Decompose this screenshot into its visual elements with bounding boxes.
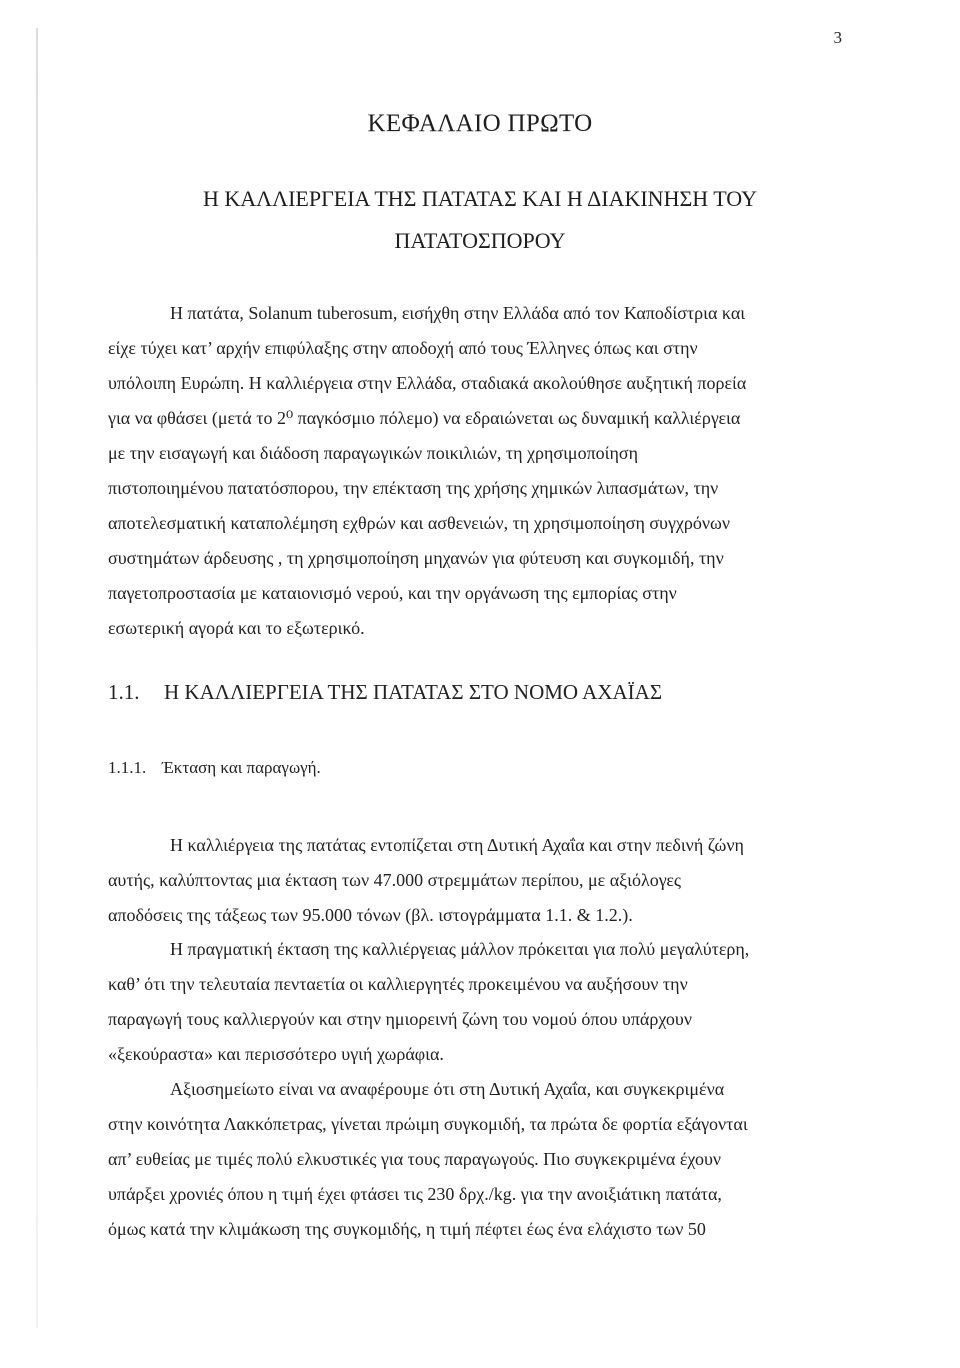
chapter-title: ΚΕΦΑΛΑΙΟ ΠΡΩΤΟ: [367, 110, 593, 137]
paragraph-line: αυτής, καλύπτοντας μια έκταση των 47.000 στρεμμάτων περίπου, με αξιόλογες: [108, 870, 682, 890]
paragraph-line: Η πατάτα, Solanum tuberosum, εισήχθη στην Ελλάδα από τον Καποδίστρια και: [170, 303, 746, 323]
scan-edge: [36, 28, 38, 1328]
paragraph-line: απ’ ευθείας με τιμές πολύ ελκυστικές για τους παραγωγούς. Πιο συγκεκριμένα έχουν: [108, 1149, 722, 1169]
paragraph-line: υπόλοιπη Ευρώπη. Η καλλιέργεια στην Ελλάδα, σταδιακά ακολούθησε αυξητική πορεία: [108, 373, 747, 393]
paragraph-line: υπάρξει χρονιές όπου η τιμή έχει φτάσει τις 230 δρχ./kg. για την ανοιξιάτικη πατάτα,: [108, 1184, 722, 1204]
main-title-line-1: Η ΚΑΛΛΙΕΡΓΕΙΑ ΤΗΣ ΠΑΤΑΤΑΣ ΚΑΙ Η ΔΙΑΚΙΝΗΣΗ ΤΟΥ: [203, 186, 757, 211]
subsection-number: 1.1.1.: [108, 758, 147, 777]
subsection-heading: [108, 758, 321, 778]
paragraph-line: πιστοποιημένου πατατόσπορου, την επέκταση της χρήσης χημικών λιπασμάτων, την: [108, 478, 719, 498]
paragraph-line: αποδόσεις της τάξεως των 95.000 τόνων (βλ. ιστογράμματα 1.1. & 1.2.).: [108, 905, 633, 925]
paragraph-line: εσωτερική αγορά και το εξωτερικό.: [108, 618, 365, 638]
paragraph-area: [108, 828, 830, 933]
page-number: 3: [833, 28, 842, 47]
paragraph-intro: [108, 296, 830, 646]
paragraph-line: «ξεκούραστα» και περισσότερο υγιή χωράφια.: [108, 1044, 444, 1064]
paragraph-line: Αξιοσημείωτο είναι να αναφέρουμε ότι στη Δυτική Αχαΐα, και συγκεκριμένα: [170, 1079, 725, 1099]
subsection-title: Έκταση και παραγωγή.: [162, 758, 321, 777]
paragraph-line: με την εισαγωγή και διάδοση παραγωγικών ποικιλιών, τη χρησιμοποίηση: [108, 443, 639, 463]
main-title-line-2: ΠΑΤΑΤΟΣΠΟΡΟΥ: [394, 228, 566, 253]
paragraph-actual-area: [108, 932, 830, 1072]
paragraph-line: όμως κατά την κλιμάκωση της συγκομιδής, η τιμή πέφτει έως ένα ελάχιστο των 50: [108, 1219, 706, 1239]
paragraph-early-harvest: [108, 1072, 830, 1247]
paragraph-line: για να φθάσει (μετά το 2⁰ παγκόσμιο πόλεμο) να εδραιώνεται ως δυναμική καλλιέργεια: [108, 408, 741, 428]
paragraph-line: παγετοπροστασία με καταιονισμό νερού, και την οργάνωση της εμπορίας στην: [108, 583, 677, 603]
section-number: 1.1.: [108, 680, 140, 704]
section-heading: [108, 680, 662, 705]
paragraph-line: καθ’ ότι την τελευταία πενταετία οι καλλιεργητές προκειμένου να αυξήσουν την: [108, 974, 688, 994]
paragraph-line: Η καλλιέργεια της πατάτας εντοπίζεται στη Δυτική Αχαΐα και στην πεδινή ζώνη: [170, 835, 744, 855]
paragraph-line: συστημάτων άρδευσης , τη χρησιμοποίηση μηχανών για φύτευση και συγκομιδή, την: [108, 548, 724, 568]
paragraph-line: αποτελεσματική καταπολέμηση εχθρών και ασθενειών, τη χρησιμοποίηση συγχρόνων: [108, 513, 731, 533]
paragraph-line: στην κοινότητα Λακκόπετρας, γίνεται πρώιμη συγκομιδή, τα πρώτα δε φορτία εξάγονται: [108, 1114, 748, 1134]
paragraph-line: είχε τύχει κατ’ αρχήν επιφύλαξης στην αποδοχή από τους Έλληνες όπως και στην: [108, 338, 698, 358]
paragraph-line: Η πραγματική έκταση της καλλιέργειας μάλλον πρόκειται για πολύ μεγαλύτερη,: [170, 939, 750, 959]
paragraph-line: παραγωγή τους καλλιεργούν και στην ημιορεινή ζώνη του νομού όπου υπάρχουν: [108, 1009, 692, 1029]
section-title: Η ΚΑΛΛΙΕΡΓΕΙΑ ΤΗΣ ΠΑΤΑΤΑΣ ΣΤΟ ΝΟΜΟ ΑΧΑΪΑΣ: [164, 680, 663, 704]
